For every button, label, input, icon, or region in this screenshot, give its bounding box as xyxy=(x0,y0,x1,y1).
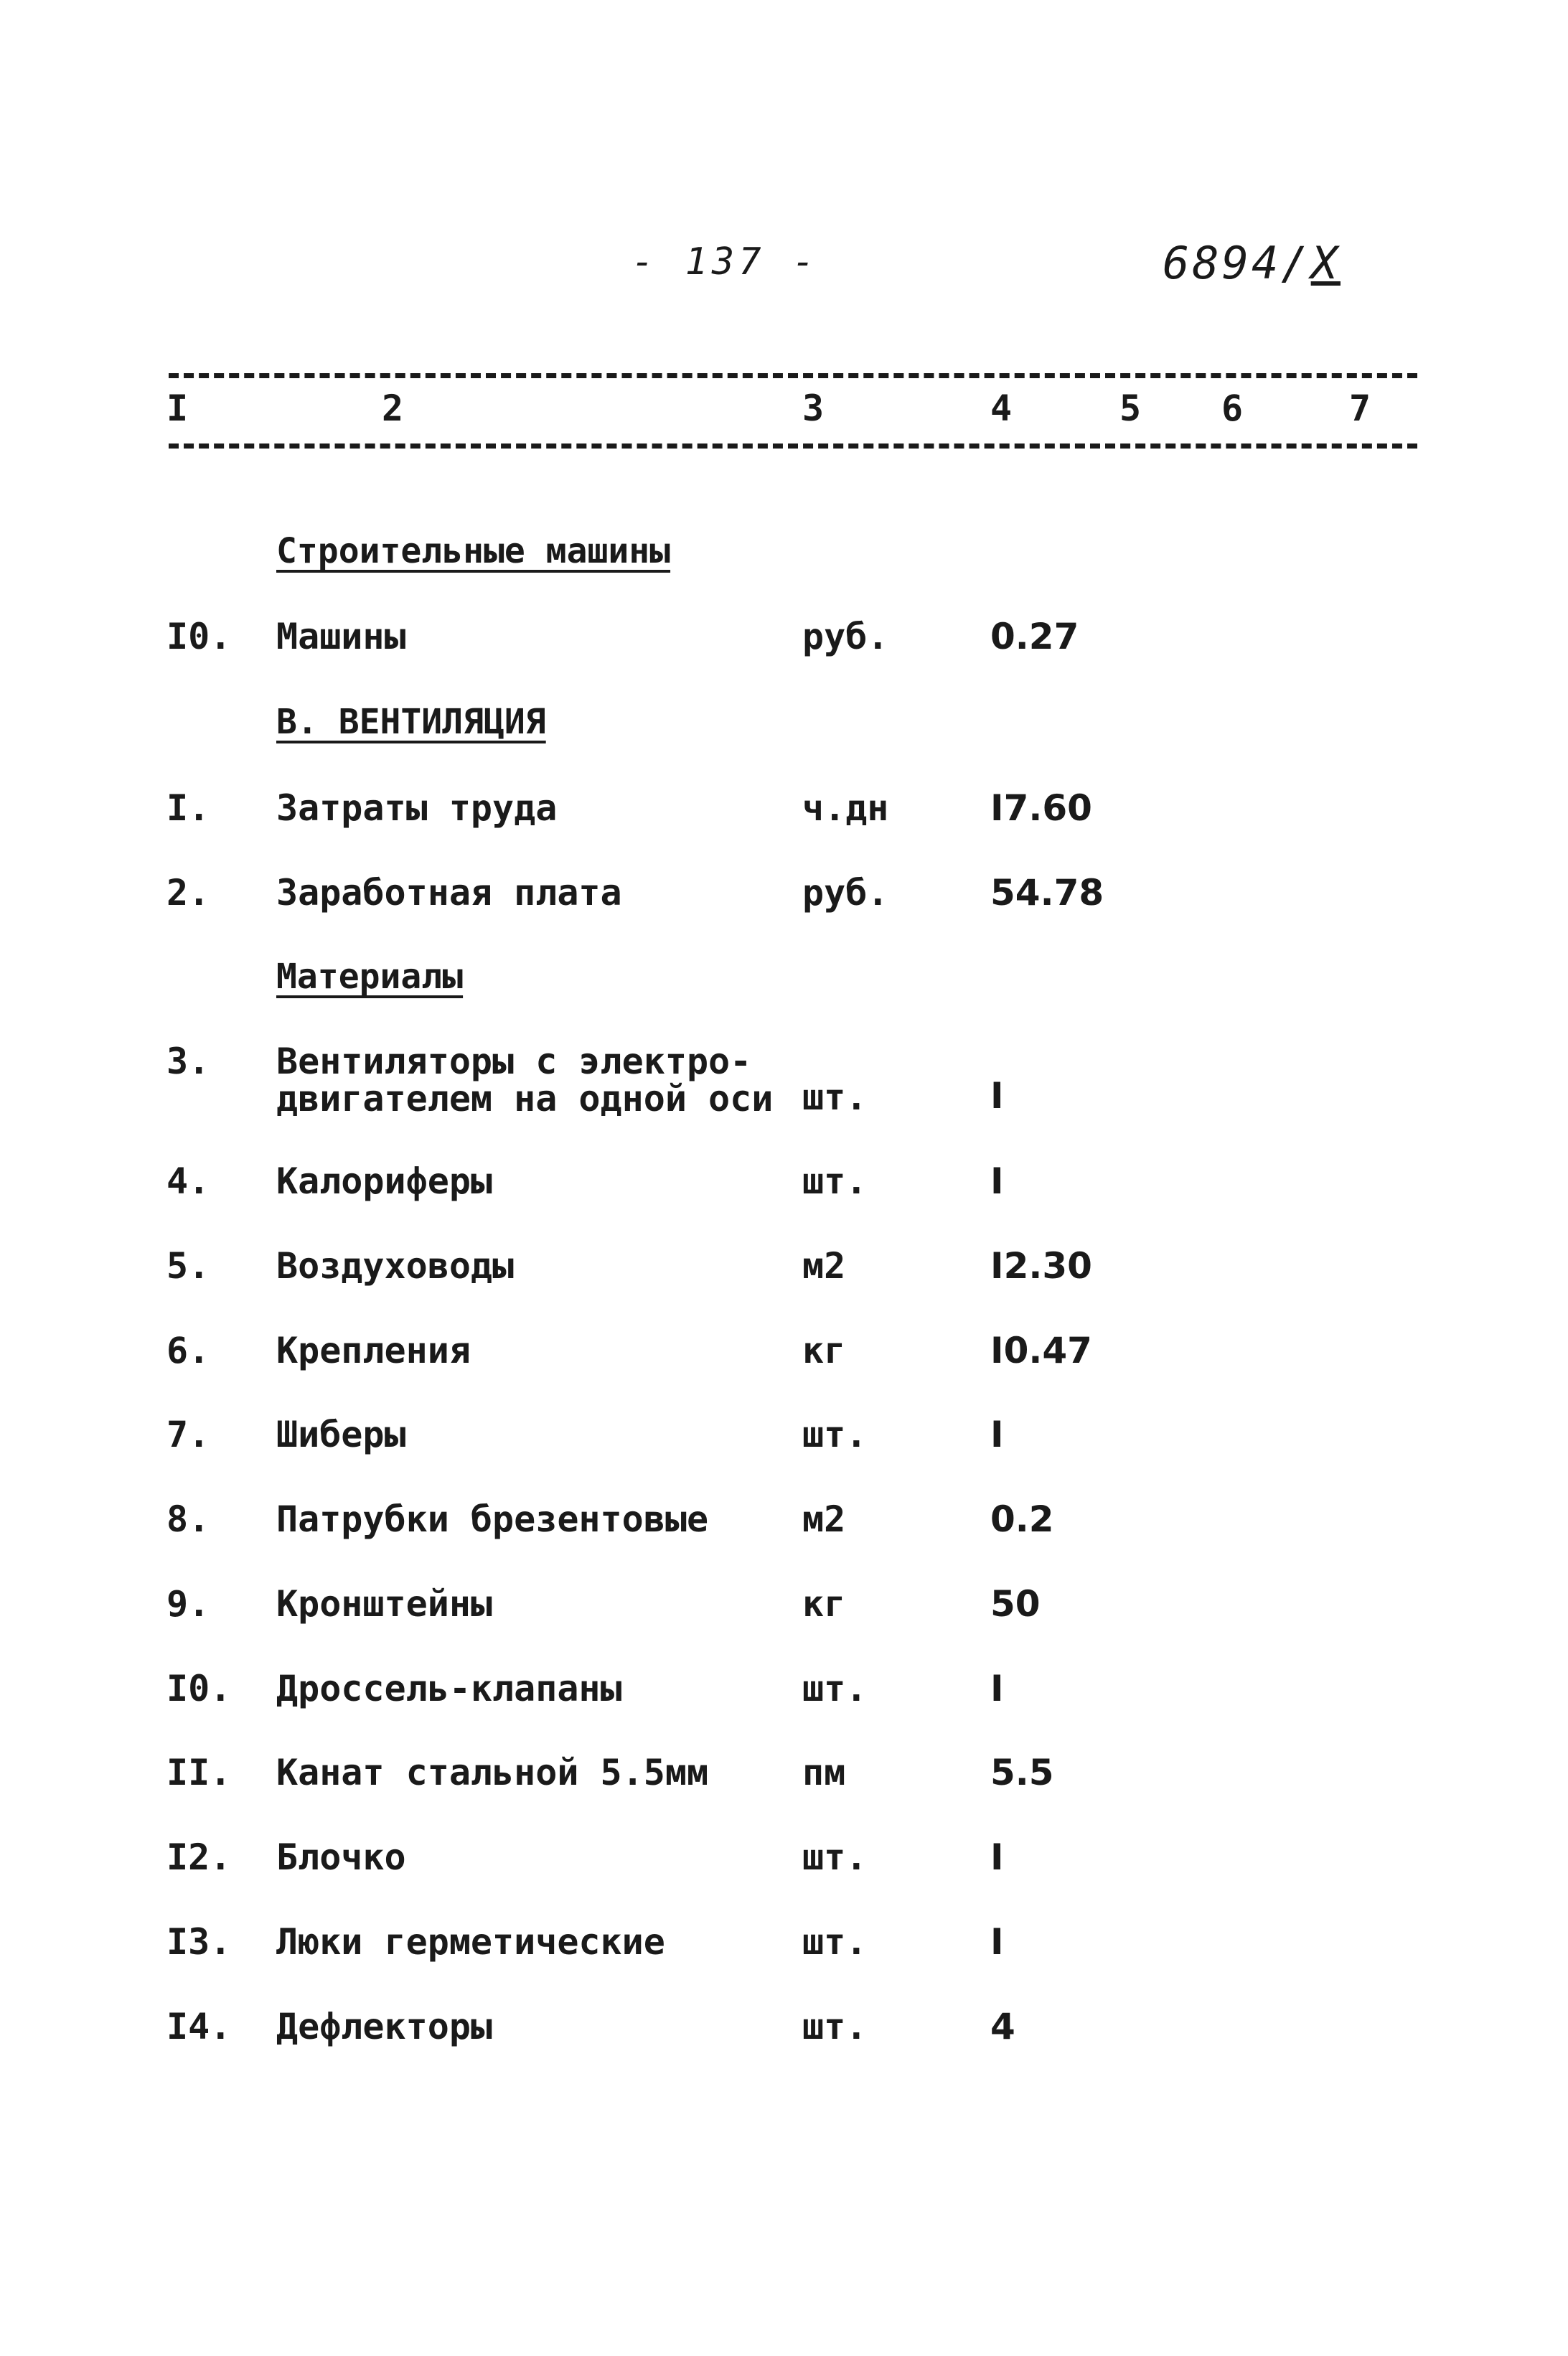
row-quantity: I0.47 xyxy=(990,1330,1092,1371)
row-quantity: I xyxy=(990,1921,1004,1963)
row-unit: ч.дн xyxy=(802,787,889,829)
table-row xyxy=(0,1498,1568,1541)
archive-code xyxy=(1163,237,1341,289)
table-row xyxy=(0,1160,1568,1203)
row-unit: шт. xyxy=(802,1160,868,1202)
row-unit: шт. xyxy=(802,1668,868,1709)
row-quantity: 0.27 xyxy=(990,616,1079,657)
row-number: I0. xyxy=(166,1668,232,1709)
row-number: II. xyxy=(166,1752,232,1793)
row-name: Заработная плата xyxy=(276,872,622,914)
table-row xyxy=(0,1041,1568,1120)
row-name: Дроссель-клапаны xyxy=(276,1668,622,1709)
row-number: I3. xyxy=(166,1921,232,1963)
table-row xyxy=(0,1330,1568,1373)
column-header-1: I xyxy=(166,388,189,429)
row-number: I. xyxy=(166,787,210,829)
row-name: Блочко xyxy=(276,1836,406,1878)
row-name-line-2: двигателем на одной оси xyxy=(276,1078,774,1120)
row-name: Шиберы xyxy=(276,1414,406,1455)
row-name: Патрубки брезентовые xyxy=(276,1498,709,1540)
row-quantity: I xyxy=(990,1836,1004,1878)
table-row xyxy=(0,872,1568,915)
row-number: I0. xyxy=(166,616,232,657)
row-quantity: I7.60 xyxy=(990,787,1092,829)
table-row xyxy=(0,1836,1568,1879)
column-header-3: 3 xyxy=(802,388,825,429)
row-name: Калориферы xyxy=(276,1160,493,1202)
section-title-materials: Материалы xyxy=(276,957,464,997)
column-header-5: 5 xyxy=(1119,388,1142,429)
row-quantity: 50 xyxy=(990,1583,1041,1625)
row-unit: шт. xyxy=(802,1076,868,1118)
table-row xyxy=(0,2006,1568,2049)
column-header-4: 4 xyxy=(990,388,1013,429)
row-quantity: 0.2 xyxy=(990,1498,1054,1540)
row-unit: пм xyxy=(802,1752,846,1793)
table-row xyxy=(0,1414,1568,1457)
row-quantity: I xyxy=(990,1668,1004,1709)
row-quantity: 5.5 xyxy=(990,1752,1054,1793)
table-header-top-rule xyxy=(169,373,1417,378)
row-quantity: I xyxy=(990,1160,1004,1202)
row-number: 7. xyxy=(166,1414,210,1455)
table-row xyxy=(0,1668,1568,1711)
section-title-machines: Строительные машины xyxy=(276,531,671,571)
row-quantity: I xyxy=(990,1075,1004,1117)
row-name xyxy=(276,1041,773,1120)
column-header-7: 7 xyxy=(1349,388,1371,429)
row-unit: кг xyxy=(802,1330,846,1371)
row-quantity: 4 xyxy=(990,2006,1015,2047)
row-unit: м2 xyxy=(802,1498,846,1540)
row-number: 4. xyxy=(166,1160,210,1202)
row-quantity: 54.78 xyxy=(990,872,1104,914)
row-name: Дефлекторы xyxy=(276,2006,493,2047)
row-unit: кг xyxy=(802,1583,846,1625)
row-number: 5. xyxy=(166,1245,210,1287)
table-row xyxy=(0,1752,1568,1795)
row-name: Люки герметические xyxy=(276,1921,665,1963)
section-title-ventilation: В. ВЕНТИЛЯЦИЯ xyxy=(276,702,546,742)
row-name: Воздуховоды xyxy=(276,1245,515,1287)
page-number: - 137 - xyxy=(632,240,820,283)
row-number: I4. xyxy=(166,2006,232,2047)
row-number: 6. xyxy=(166,1330,210,1371)
table-header-bottom-rule xyxy=(169,443,1417,449)
row-number: 9. xyxy=(166,1583,210,1625)
row-quantity: I xyxy=(990,1414,1004,1455)
row-name: Крепления xyxy=(276,1330,471,1371)
row-unit: шт. xyxy=(802,2006,868,2047)
row-unit: м2 xyxy=(802,1245,846,1287)
row-number: 8. xyxy=(166,1498,210,1540)
table-row xyxy=(0,787,1568,830)
column-header-2: 2 xyxy=(382,388,404,429)
row-name: Канат стальной 5.5мм xyxy=(276,1752,709,1793)
archive-code-roman: X xyxy=(1310,237,1341,289)
row-name-line-1: Вентиляторы с электро- xyxy=(276,1041,752,1082)
row-unit: шт. xyxy=(802,1414,868,1455)
row-name: Кронштейны xyxy=(276,1583,493,1625)
row-number: 3. xyxy=(166,1041,210,1082)
table-row xyxy=(0,616,1568,659)
row-name: Затраты труда xyxy=(276,787,558,829)
table-row xyxy=(0,1245,1568,1288)
row-unit: шт. xyxy=(802,1921,868,1963)
column-header-6: 6 xyxy=(1221,388,1244,429)
row-unit: руб. xyxy=(802,872,889,914)
row-number: 2. xyxy=(166,872,210,914)
row-number: I2. xyxy=(166,1836,232,1878)
row-name: Машины xyxy=(276,616,406,657)
row-quantity: I2.30 xyxy=(990,1245,1092,1287)
archive-code-prefix: 6894/ xyxy=(1163,237,1311,289)
table-row xyxy=(0,1583,1568,1626)
table-row xyxy=(0,1921,1568,1964)
row-unit: руб. xyxy=(802,616,889,657)
row-unit: шт. xyxy=(802,1836,868,1878)
